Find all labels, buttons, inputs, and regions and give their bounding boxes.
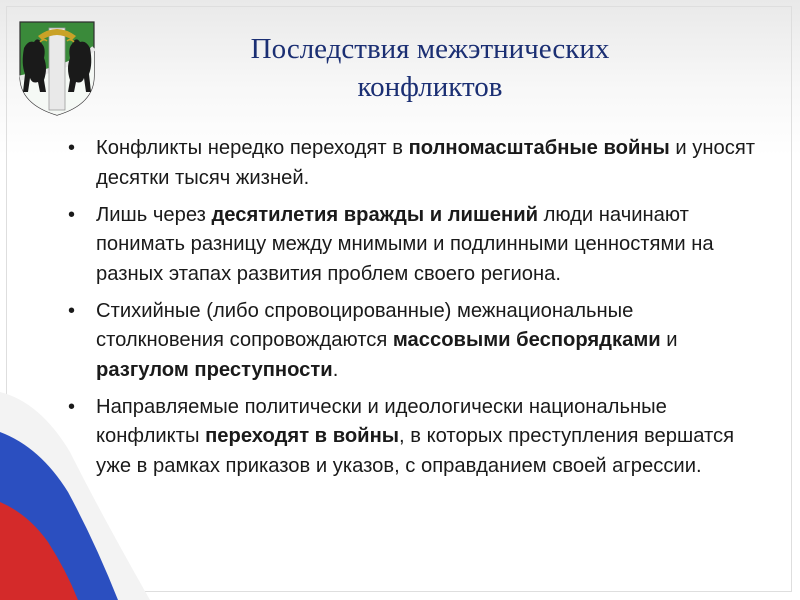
bullet-item — [66, 201, 756, 290]
bullet-text: Лишь через — [96, 203, 212, 226]
bullet-text: Конфликты нередко переходят в — [96, 137, 409, 159]
bullet-dot: • — [68, 203, 76, 226]
bullet-text: . — [332, 358, 339, 381]
bullet-item — [66, 393, 756, 482]
bullet-list — [66, 134, 756, 489]
bullet-dot: • — [68, 137, 76, 159]
bullet-dot: • — [68, 299, 76, 322]
bullet-item — [66, 297, 756, 386]
bullet-item — [66, 134, 756, 193]
bullet-text-bold: разгулом преступности — [96, 358, 333, 381]
bullet-text: Стихийные (либо спровоцированные) межнациональные столкновения сопровождаются — [96, 299, 634, 351]
bullet-text: и уносят десятки тысяч жизней. — [96, 137, 756, 189]
slide-title — [150, 30, 710, 106]
bullet-dot: • — [68, 395, 76, 418]
bullet-text: Направляемые политически и идеологически национальные конфликты — [96, 395, 667, 447]
bullet-text-bold: полномасштабные войны — [408, 137, 670, 159]
bullet-text: люди начинают понимать разницу между мнимыми и подлинными ценностями на разных этапах развития проблем своего региона. — [96, 203, 714, 285]
coat-of-arms-icon — [16, 18, 98, 118]
slide-title-line-2: конфликтов — [357, 71, 503, 103]
bullet-text: , в которых преступления вершатся уже в рамках приказов и указов, с оправданием своей агрессии. — [96, 425, 735, 477]
bullet-text-bold: переходят в войны — [205, 425, 400, 447]
russian-flag-wave-icon — [0, 392, 150, 600]
slide-title-line-1: Последствия межэтнических — [250, 33, 610, 65]
bullet-text-bold: массовыми беспорядками — [392, 329, 661, 351]
bullet-text: и — [660, 329, 678, 351]
bullet-text-bold: десятилетия вражды и лишений — [211, 203, 539, 226]
